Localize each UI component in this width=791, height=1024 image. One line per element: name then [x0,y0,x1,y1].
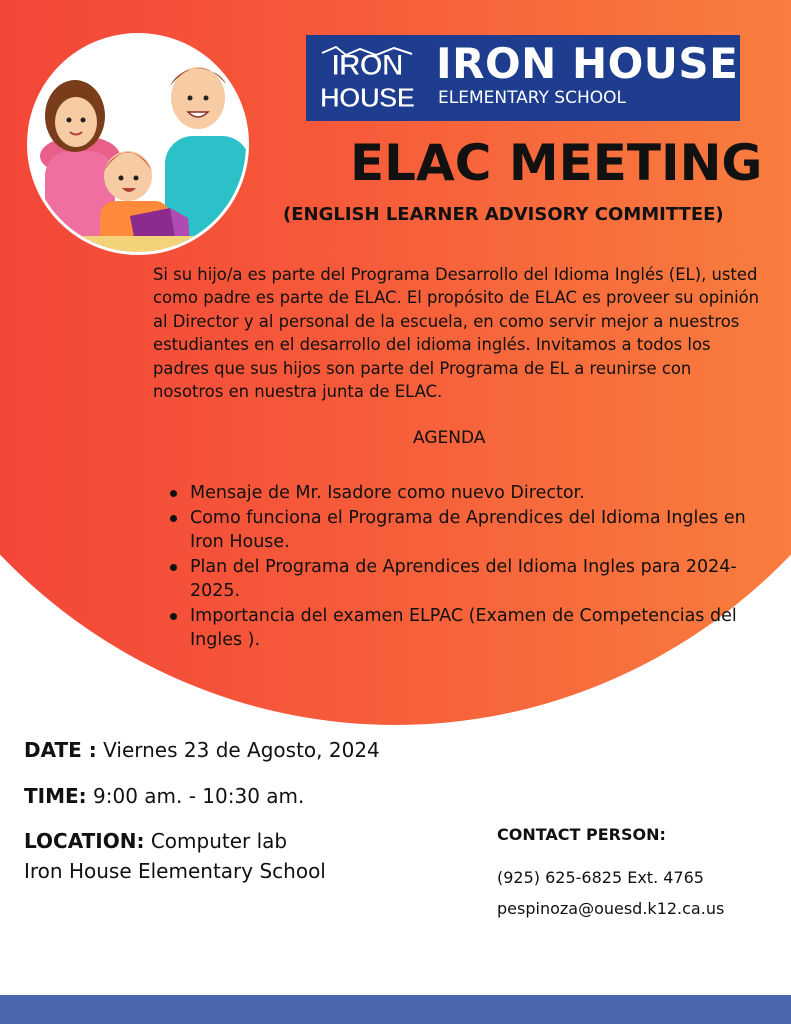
contact-title: CONTACT PERSON: [497,825,666,844]
contact-phone: (925) 625-6825 Ext. 4765 [497,868,704,887]
page-title: ELAC MEETING [350,134,763,192]
agenda-list [170,481,770,653]
contact-email[interactable]: pespinoza@ouesd.k12.ca.us [497,899,725,918]
location-value: Computer lab [144,829,288,853]
location-school: Iron House Elementary School [24,859,326,883]
agenda-item: Importancia del examen ELPAC (Examen de Competencias del Ingles ). [170,604,770,653]
svg-text:HOUSE: HOUSE [319,82,415,113]
agenda-item: Plan del Programa de Aprendices del Idioma Ingles para 2024-2025. [170,555,770,604]
page-subtitle: (ENGLISH LEARNER ADVISORY COMMITTEE) [283,204,724,225]
time-value: 9:00 am. - 10:30 am. [86,784,305,808]
date-line [24,738,380,762]
location-line [24,829,287,853]
agenda-item: Como funciona el Programa de Aprendices del Idioma Ingles en Iron House. [170,506,770,555]
intro-paragraph: Si su hijo/a es parte del Programa Desarrollo del Idioma Inglés (EL), usted como padre es parte de ELAC. El propósito de ELAC es proveer su opinión al Director y al personal de la escuela, en como servir mejor a nuestros estudiantes en el desarrollo del idioma inglés. Invitamos a todos los padres que sus hijos son parte del Programa de EL a reunirse con nosotros en nuestra junta de ELAC. [153,265,760,402]
agenda-item: Mensaje de Mr. Isadore como nuevo Director. [170,481,770,506]
date-label: DATE : [24,738,97,762]
time-line [24,784,304,808]
footer-bar [0,995,791,1024]
location-label: LOCATION: [24,829,145,853]
time-label: TIME: [24,784,87,808]
school-logo [306,35,740,121]
iron-house-logo-mark [316,45,418,113]
agenda-heading: AGENDA [413,428,486,448]
svg-text:IRON: IRON [331,49,403,82]
logo-subtitle: ELEMENTARY SCHOOL [438,88,626,108]
logo-title: IRON HOUSE [436,39,739,88]
date-value: Viernes 23 de Agosto, 2024 [96,738,380,762]
family-illustration [27,33,249,255]
